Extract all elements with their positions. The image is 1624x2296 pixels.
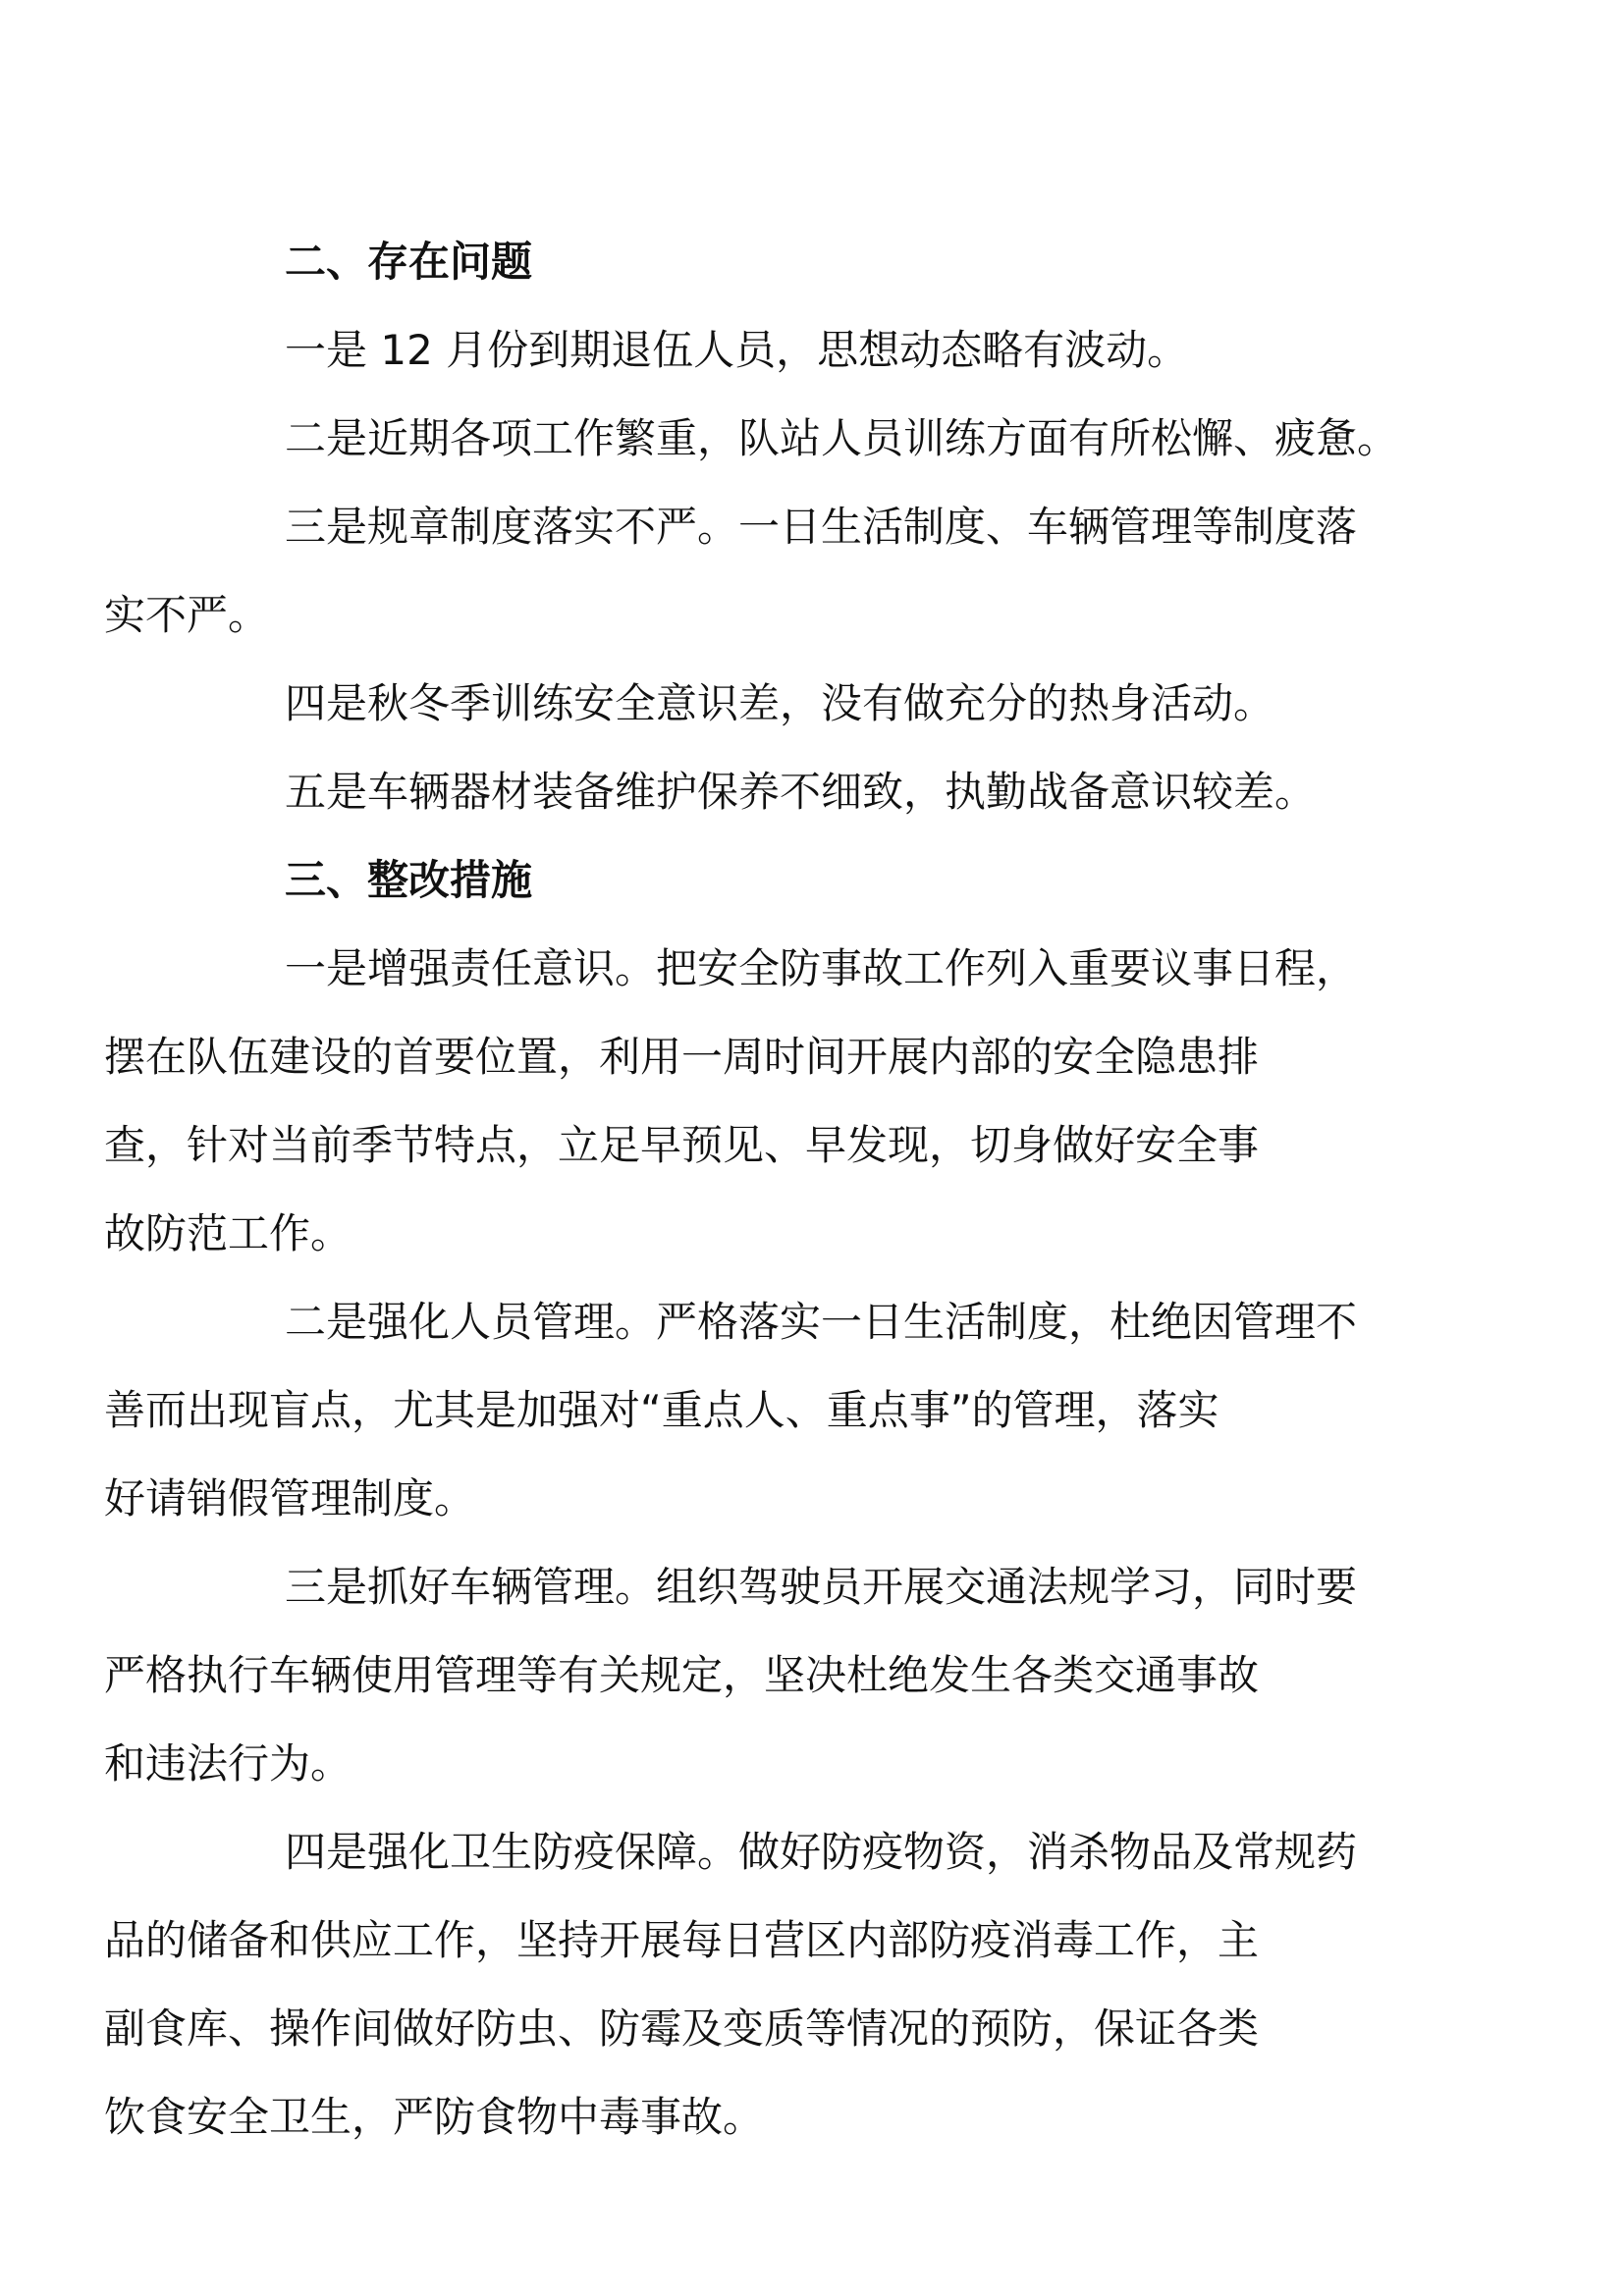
text-line: 二是强化人员管理。严格落实一日生活制度，杜绝因管理不 [285,1298,1358,1346]
section-heading: 三、整改措施 [285,856,533,904]
text-line: 副食库、操作间做好防虫、防霉及变质等情况的预防，保证各类 [104,2004,1260,2053]
text-line: 严格执行车辆使用管理等有关规定，坚决杜绝发生各类交通事故 [104,1651,1260,1699]
text-line: 五是车辆器材装备维护保养不细致，执勤战备意识较差。 [285,768,1317,816]
text-line: 一是增强责任意识。把安全防事故工作列入重要议事日程， [285,944,1358,992]
text-line: 好请销假管理制度。 [104,1474,476,1522]
paragraph [104,1278,1441,1543]
text-line: 三是规章制度落实不严。一日生活制度、车辆管理等制度落 [285,503,1358,551]
text-line: 一是 12 月份到期退伍人员，思想动态略有波动。 [285,326,1189,374]
text-line: 品的储备和供应工作，坚持开展每日营区内部防疫消毒工作，主 [104,1916,1260,1964]
document-body [104,218,1441,2162]
paragraph [194,660,1441,748]
section-measures [104,836,1441,2162]
section-problems [104,218,1441,836]
text-line: 饮食安全卫生，严防食物中毒事故。 [104,2093,765,2141]
text-line: 摆在队伍建设的首要位置，利用一周时间开展内部的安全隐患排 [104,1033,1260,1081]
text-line: 实不严。 [104,591,270,639]
paragraph [104,1543,1441,1808]
text-line: 二是近期各项工作繁重，队站人员训练方面有所松懈、疲惫。 [285,414,1399,462]
text-line: 三是抓好车辆管理。组织驾驶员开展交通法规学习，同时要 [285,1563,1358,1611]
paragraph [194,306,1441,395]
paragraph [194,395,1441,483]
text-line: 四是秋冬季训练安全意识差，没有做充分的热身活动。 [285,679,1275,727]
text-line: 善而出现盲点，尤其是加强对“重点人、重点事”的管理，落实 [104,1386,1219,1434]
paragraph [104,483,1441,660]
text-line: 故防范工作。 [104,1209,352,1257]
text-line: 四是强化卫生防疫保障。做好防疫物资，消杀物品及常规药 [285,1828,1358,1876]
section-heading: 二、存在问题 [285,238,533,286]
paragraph [104,925,1441,1278]
paragraph [194,748,1441,836]
text-line: 和违法行为。 [104,1739,352,1788]
text-line: 查，针对当前季节特点，立足早预见、早发现，切身做好安全事 [104,1121,1260,1169]
paragraph [104,1808,1441,2162]
